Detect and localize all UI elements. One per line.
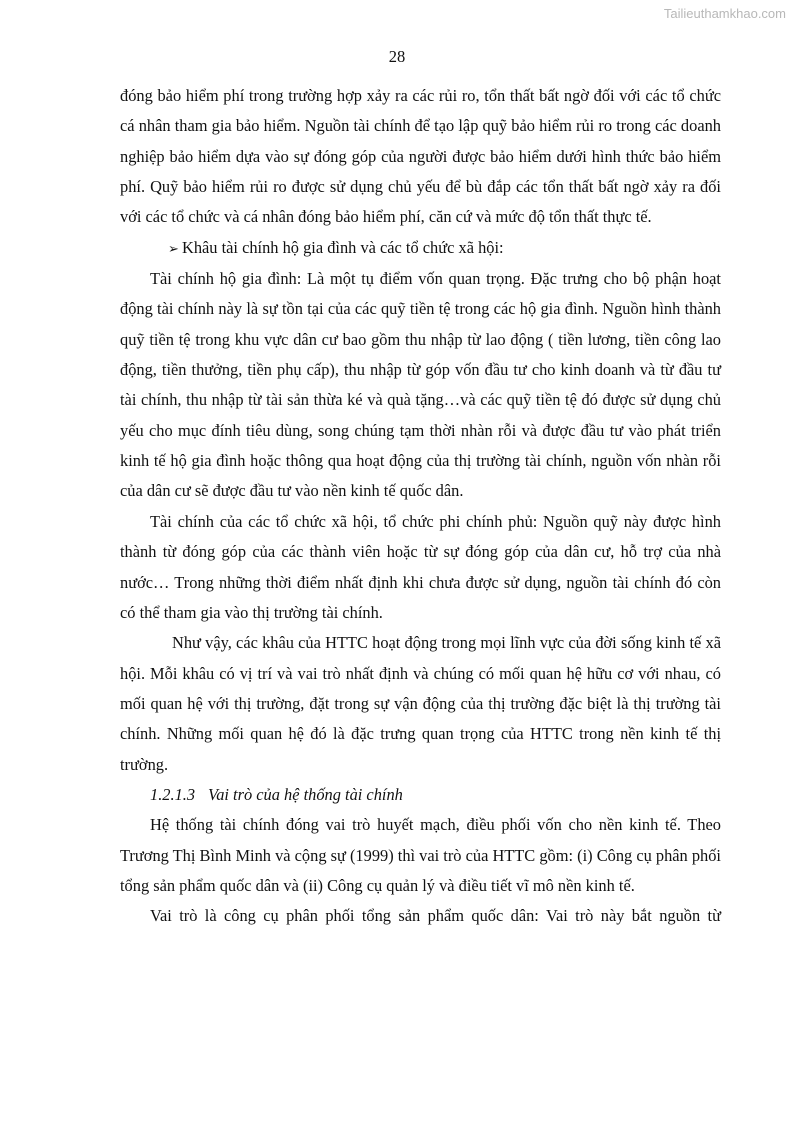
paragraph-social-org-finance: Tài chính của các tổ chức xã hội, tổ chức phi chính phủ: Nguồn quỹ này được hình thành từ đóng góp của các thành viên hoặc từ sự đóng góp của dân cư, hỗ trợ của nhà nước… Trong những thời điểm nhất định khi chưa được sử dụng, nguồn tài chính đó còn có thể tham gia vào thị trường tài chính. xyxy=(120,511,721,622)
paragraph-summary: Như vậy, các khâu của HTTC hoạt động trong mọi lĩnh vực của đời sống kinh tế xã hội. Mỗi khâu có vị trí và vai trò nhất định và chúng có mối quan hệ hữu cơ với nhau, có mối quan hệ với thị trường, đặt trong sự vận động của thị trường đặc biệt là thị trường tài chính. Những mối quan hệ đó là đặc trưng quan trọng của HTTC trong nền kinh tế thị trường. xyxy=(120,633,721,774)
bullet-item-household-finance xyxy=(120,233,721,264)
section-heading xyxy=(120,780,721,810)
watermark: Tailieuthamkhao.com xyxy=(663,6,786,21)
bullet-text: Khâu tài chính hộ gia đình và các tổ chức xã hội: xyxy=(182,237,504,257)
arrow-bullet-icon: ➢ xyxy=(168,240,179,256)
paragraph-household-finance: Tài chính hộ gia đình: Là một tụ điểm vốn quan trọng. Đặc trưng cho bộ phận hoạt động tài chính này là sự tồn tại của các quỹ tiền tệ trong các hộ gia đình. Nguồn hình thành quỹ tiền tệ trong khu vực dân cư bao gồm thu nhập từ lao động ( tiền lương, tiền công lao động, tiền thưởng, tiền phụ cấp), thu nhập từ góp vốn đầu tư cho kinh doanh và từ đầu tư tài chính, thu nhập từ tài sản thừa ké và quà tặng…và các quỹ tiền tệ đó được sử dụng chủ yếu cho mục đính tiêu dùng, song chúng tạm thời nhàn rỗi và được đầu tư vào phát triển kinh tế hộ gia đình hoặc thông qua hoạt động của thị trường tài chính, nguồn vốn nhàn rỗi của dân cư sẽ được đầu tư vào nền kinh tế quốc dân. xyxy=(120,269,721,501)
paragraph-continuation: đóng bảo hiểm phí trong trường hợp xảy ra các rủi ro, tổn thất bất ngờ đối với các tổ chức cá nhân tham gia bảo hiểm. Nguồn tài chính để tạo lập quỹ bảo hiểm rủi ro trong các doanh nghiệp bảo hiểm dựa vào sự đóng góp của người được bảo hiểm dưới hình thức bảo hiểm phí. Quỹ bảo hiểm rủi ro được sử dụng chủ yếu để bù đắp các tổn thất bất ngờ xảy ra đối với các tổ chức và cá nhân đóng bảo hiểm phí, căn cứ và mức độ tổn thất thực tế. xyxy=(120,86,721,227)
section-title: Vai trò của hệ thống tài chính xyxy=(208,784,403,804)
paragraph-role-intro: Hệ thống tài chính đóng vai trò huyết mạch, điều phối vốn cho nền kinh tế. Theo Trương Thị Bình Minh và cộng sự (1999) thì vai trò của HTTC gồm: (i) Công cụ phân phối tổng sản phẩm quốc dân và (ii) Công cụ quản lý và điều tiết vĩ mô nền kinh tế. xyxy=(120,815,721,895)
section-number: 1.2.1.3 xyxy=(150,784,196,804)
paragraph-role-distribution: Vai trò là công cụ phân phối tổng sản phẩm quốc dân: Vai trò này bắt nguồn từ xyxy=(150,906,721,926)
page-number: 28 xyxy=(388,47,406,66)
document-body xyxy=(120,81,721,932)
